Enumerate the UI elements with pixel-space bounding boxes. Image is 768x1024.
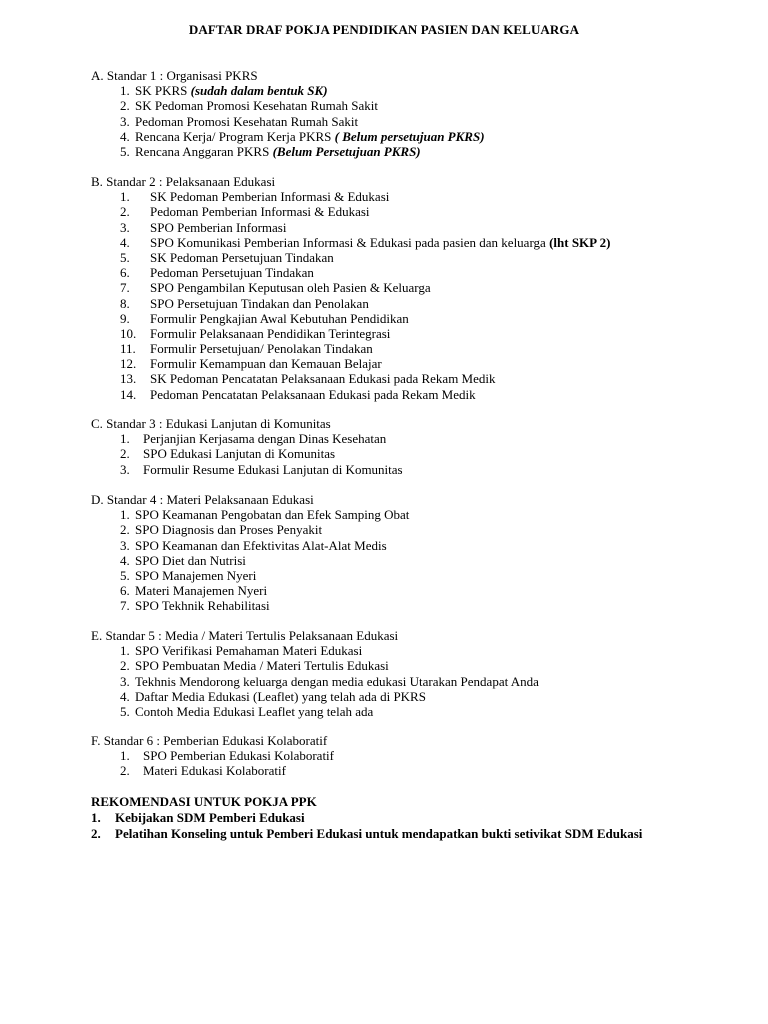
item-text: SPO Edukasi Lanjutan di Komunitas <box>143 446 336 462</box>
list-item <box>91 144 711 159</box>
item-number: 2. <box>120 763 130 779</box>
item-number: 2. <box>120 522 130 538</box>
list-item <box>91 98 711 113</box>
item-text: Formulir Persetujuan/ Penolakan Tindakan <box>150 341 373 357</box>
list-item <box>91 462 711 477</box>
item-number: 11. <box>120 341 136 357</box>
item-text: Materi Manajemen Nyeri <box>135 583 268 599</box>
list-item <box>91 568 711 583</box>
item-number: 5. <box>120 143 130 159</box>
document-title: DAFTAR DRAF POKJA PENDIDIKAN PASIEN DAN KELUARGA <box>188 22 580 37</box>
list-item <box>91 658 711 673</box>
section-heading: F. Standar 6 : Pemberian Edukasi Kolaboratif <box>91 733 328 748</box>
item-text: Kebijakan SDM Pemberi Edukasi <box>115 810 305 826</box>
item-number: 4. <box>120 128 130 144</box>
item-text: SPO Komunikasi Pemberian Informasi & Edukasi pada pasien dan keluarga <box>150 234 550 250</box>
item-text: Daftar Media Edukasi (Leaflet) yang telah ada di PKRS <box>135 688 426 704</box>
item-text: Pedoman Persetujuan Tindakan <box>150 265 314 281</box>
item-number: 3. <box>120 673 130 689</box>
item-number: 14. <box>120 386 137 402</box>
item-number: 4. <box>120 234 130 250</box>
item-number: 10. <box>120 325 137 341</box>
item-text: SPO Diagnosis dan Proses Penyakit <box>135 522 323 538</box>
item-text: Contoh Media Edukasi Leaflet yang telah ada <box>135 703 374 719</box>
item-text: SPO Verifikasi Pemahaman Materi Edukasi <box>135 643 363 659</box>
item-text: SK PKRS <box>135 83 191 99</box>
section-heading: D. Standar 4 : Materi Pelaksanaan Edukasi <box>91 492 314 507</box>
item-text: SPO Manajemen Nyeri <box>135 567 257 583</box>
list-item <box>91 280 711 295</box>
item-text: SPO Tekhnik Rehabilitasi <box>135 598 270 614</box>
item-text: Materi Edukasi Kolaboratif <box>143 763 286 779</box>
list-item <box>91 387 711 402</box>
recommendation-item <box>91 810 698 825</box>
list-item <box>91 583 711 598</box>
list-item <box>91 235 711 250</box>
list-item <box>91 689 711 704</box>
item-number: 1. <box>120 507 130 523</box>
item-number: 5. <box>120 703 130 719</box>
section-heading: E. Standar 5 : Media / Materi Tertulis Pelaksanaan Edukasi <box>91 628 399 643</box>
item-number: 2. <box>120 204 130 220</box>
item-text: SPO Pembuatan Media / Materi Tertulis Edukasi <box>135 658 389 674</box>
list-item <box>91 311 711 326</box>
list-item <box>91 341 711 356</box>
section-f <box>91 733 711 779</box>
list-item <box>91 356 711 371</box>
item-number: 12. <box>120 356 137 372</box>
item-number: 6. <box>120 265 130 281</box>
item-number: 3. <box>120 461 130 477</box>
item-number: 8. <box>120 295 130 311</box>
item-text: Rencana Anggaran PKRS <box>135 143 273 159</box>
item-number: 3. <box>120 113 130 129</box>
item-text: SPO Pemberian Edukasi Kolaboratif <box>143 748 334 764</box>
item-text: Rencana Kerja/ Program Kerja PKRS <box>135 128 335 144</box>
item-text: SK Pedoman Promosi Kesehatan Rumah Sakit <box>135 98 379 114</box>
list-item <box>91 326 711 341</box>
item-number: 1. <box>120 189 130 205</box>
item-text: SK Pedoman Pemberian Informasi & Edukasi <box>150 189 390 205</box>
section-heading: B. Standar 2 : Pelaksanaan Edukasi <box>91 174 276 189</box>
item-number: 4. <box>120 552 130 568</box>
list-item <box>91 220 711 235</box>
item-number: 9. <box>120 310 130 326</box>
item-note: (Belum Persetujuan PKRS) <box>272 143 421 159</box>
item-number: 4. <box>120 688 130 704</box>
item-text: Formulir Pelaksanaan Pendidikan Terintegrasi <box>150 325 391 341</box>
item-number: 1. <box>120 643 130 659</box>
recommendation-heading: REKOMENDASI UNTUK POKJA PPK <box>91 794 317 809</box>
item-number: 5. <box>120 249 130 265</box>
section-a <box>91 68 711 159</box>
item-text: Formulir Resume Edukasi Lanjutan di Komunitas <box>143 461 403 477</box>
section-e <box>91 628 711 719</box>
item-number: 1. <box>120 83 130 99</box>
item-number: 5. <box>120 567 130 583</box>
list-item <box>91 431 711 446</box>
list-item <box>91 83 711 98</box>
list-item <box>91 507 711 522</box>
list-item <box>91 189 711 204</box>
item-text: SK Pedoman Persetujuan Tindakan <box>150 249 334 265</box>
item-note: (sudah dalam bentuk SK) <box>190 83 328 99</box>
section-d <box>91 492 711 614</box>
item-text: Pedoman Pemberian Informasi & Edukasi <box>150 204 370 220</box>
item-number: 6. <box>120 583 130 599</box>
item-number: 7. <box>120 280 130 296</box>
list-item <box>91 763 711 778</box>
list-item <box>91 553 711 568</box>
list-item <box>91 114 711 129</box>
list-item <box>91 598 711 613</box>
list-item <box>91 446 711 461</box>
section-heading: C. Standar 3 : Edukasi Lanjutan di Komunitas <box>91 416 331 431</box>
item-text: Formulir Kemampuan dan Kemauan Belajar <box>150 356 382 372</box>
section-heading: A. Standar 1 : Organisasi PKRS <box>91 68 258 83</box>
item-note: ( Belum persetujuan PKRS) <box>334 128 485 144</box>
list-item <box>91 748 711 763</box>
item-text: SK Pedoman Pencatatan Pelaksanaan Edukasi pada Rekam Medik <box>150 371 496 387</box>
list-item <box>91 704 711 719</box>
item-text: SPO Pengambilan Keputusan oleh Pasien & Keluarga <box>150 280 431 296</box>
recommendation-section <box>91 794 698 841</box>
item-text: SPO Keamanan dan Efektivitas Alat-Alat Medis <box>135 537 387 553</box>
item-text: Tekhnis Mendorong keluarga dengan media edukasi Utarakan Pendapat Anda <box>135 673 539 689</box>
item-number: 7. <box>120 598 130 614</box>
item-number: 2. <box>91 825 101 841</box>
list-item <box>91 204 711 219</box>
recommendation-item <box>91 826 698 841</box>
item-number: 1. <box>120 431 130 447</box>
item-number: 1. <box>120 748 130 764</box>
item-text: SPO Keamanan Pengobatan dan Efek Samping Obat <box>135 507 410 523</box>
item-number: 13. <box>120 371 137 387</box>
item-number: 3. <box>120 537 130 553</box>
item-note: (lht SKP 2) <box>549 234 611 250</box>
list-item <box>91 371 711 386</box>
item-text: SPO Pemberian Informasi <box>150 219 287 235</box>
list-item <box>91 538 711 553</box>
item-text: SPO Diet dan Nutrisi <box>135 552 246 568</box>
list-item <box>91 265 711 280</box>
section-c <box>91 416 711 477</box>
item-text: Formulir Pengkajian Awal Kebutuhan Pendidikan <box>150 310 409 326</box>
item-number: 2. <box>120 446 130 462</box>
list-item <box>91 522 711 537</box>
item-text: SPO Persetujuan Tindakan dan Penolakan <box>150 295 369 311</box>
item-number: 2. <box>120 658 130 674</box>
item-number: 1. <box>91 810 101 826</box>
item-number: 3. <box>120 219 130 235</box>
list-item <box>91 643 711 658</box>
item-text: Pedoman Promosi Kesehatan Rumah Sakit <box>135 113 359 129</box>
list-item <box>91 250 711 265</box>
item-text: Perjanjian Kerjasama dengan Dinas Kesehatan <box>143 431 387 447</box>
list-item <box>91 129 711 144</box>
list-item <box>91 296 711 311</box>
item-number: 2. <box>120 98 130 114</box>
item-text: Pedoman Pencatatan Pelaksanaan Edukasi pada Rekam Medik <box>150 386 476 402</box>
item-text: Pelatihan Konseling untuk Pemberi Edukasi untuk mendapatkan bukti setivikat SDM Edukasi <box>115 825 643 841</box>
list-item <box>91 674 711 689</box>
section-b <box>91 174 711 402</box>
